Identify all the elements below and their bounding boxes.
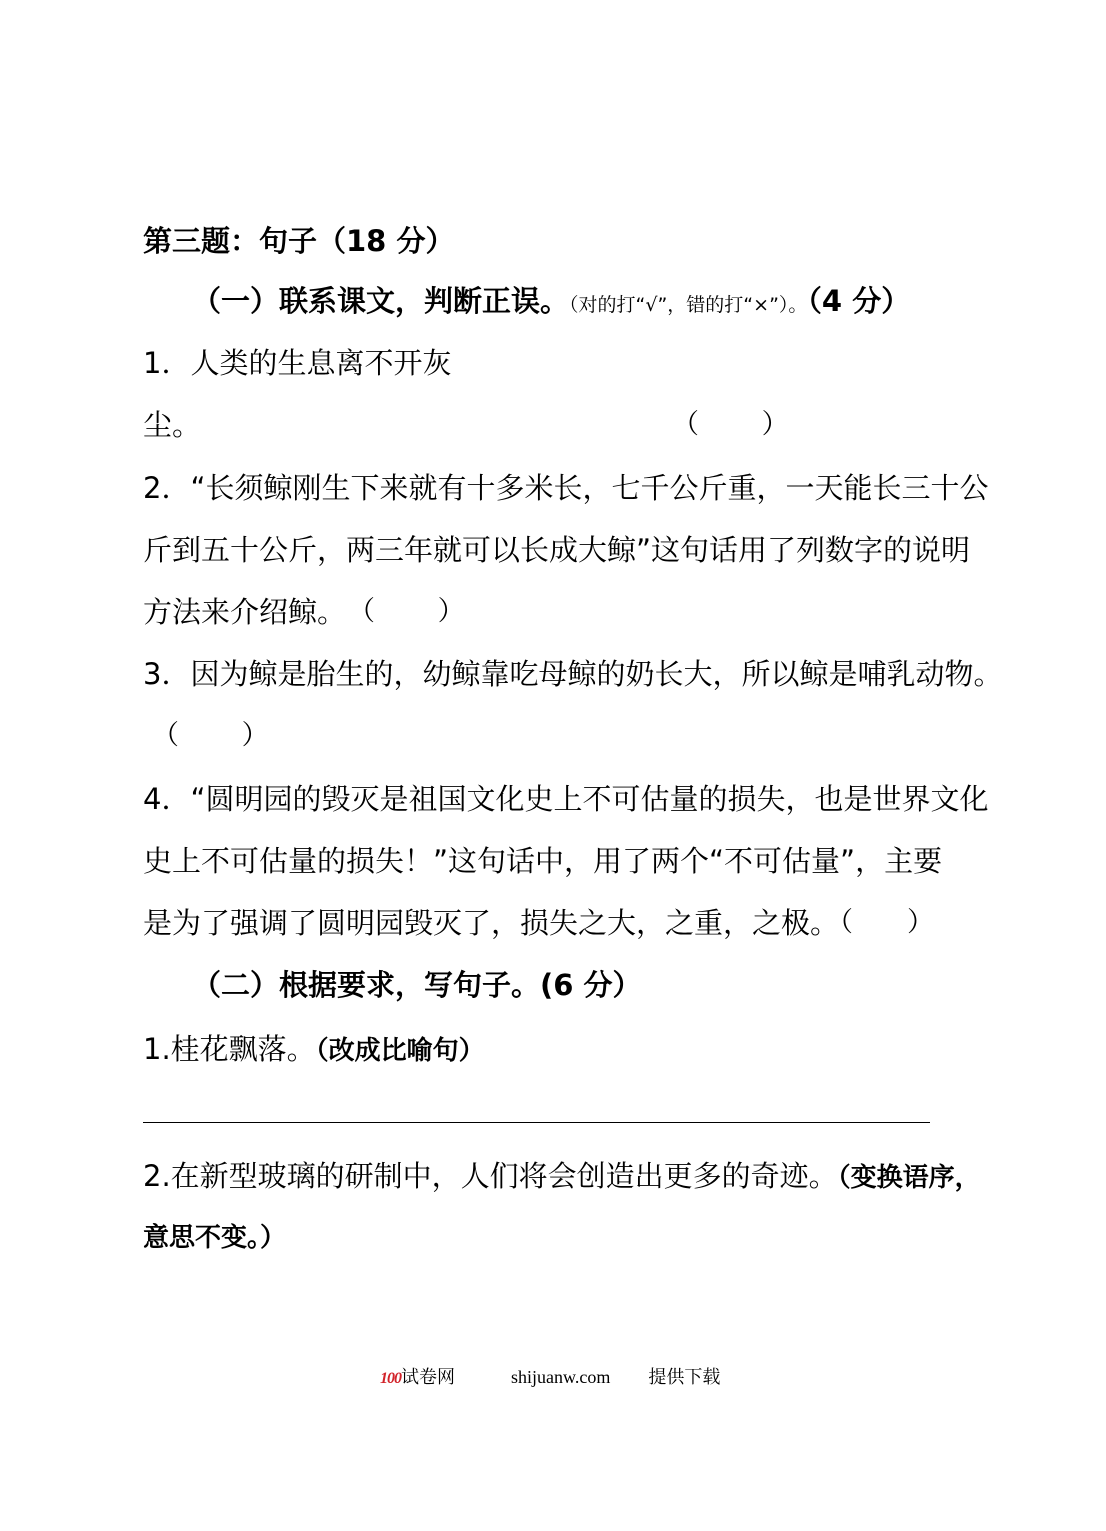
section-title: 第三题：句子（18 分） bbox=[143, 224, 455, 258]
rewrite-question-2-note: （变换语序， bbox=[837, 1163, 981, 1193]
footer bbox=[380, 1364, 720, 1392]
part2-heading: （二）根据要求，写句子。(6 分） bbox=[192, 968, 642, 1002]
part1-heading-row bbox=[192, 283, 910, 323]
site-name: 试卷网 bbox=[401, 1367, 455, 1387]
rewrite-question-2-note-cont: 意思不变。） bbox=[143, 1223, 287, 1253]
answer-blank-3[interactable]: （ ） bbox=[152, 720, 269, 751]
rewrite-question-2 bbox=[143, 1158, 981, 1196]
question-2-line-2: 斤到五十公斤，两三年就可以长成大鲸”这句话用了列数字的说明 bbox=[143, 533, 971, 567]
question-3-line-1: 3．因为鲸是胎生的，幼鲸靠吃母鲸的奶长大，所以鲸是哺乳动物。 bbox=[143, 657, 1003, 691]
question-2-line-1: 2．“长须鲸刚生下来就有十多米长，七千公斤重，一天能长三十公 bbox=[143, 471, 989, 505]
answer-blank-2[interactable]: （ ） bbox=[348, 596, 465, 627]
part1-score: （4 分） bbox=[807, 284, 911, 318]
rewrite-question-1-text: 1.桂花飘落。 bbox=[143, 1032, 316, 1066]
rewrite-question-2-text: 2.在新型玻璃的研制中，人们将会创造出更多的奇迹。 bbox=[143, 1159, 838, 1193]
question-1-line-2: 尘。 bbox=[143, 408, 202, 442]
rewrite-question-1-note: （改成比喻句） bbox=[315, 1036, 485, 1066]
part1-instruction: （对的打“√”，错的打“×”）。 bbox=[569, 294, 808, 316]
rewrite-question-1 bbox=[143, 1031, 485, 1069]
answer-blank-4[interactable]: （ ） bbox=[826, 907, 934, 938]
site-url[interactable]: shijuanw.com bbox=[511, 1367, 611, 1387]
question-4-line-3: 是为了强调了圆明园毁灭了，损失之大，之重，之极。 bbox=[143, 906, 840, 940]
part1-heading: （一）联系课文，判断正误。 bbox=[192, 284, 570, 318]
question-2-line-3: 方法来介绍鲸。 bbox=[143, 595, 347, 629]
footer-tagline: 提供下载 bbox=[648, 1367, 721, 1387]
question-1-line-1: 1．人类的生息离不开灰 bbox=[143, 346, 452, 380]
answer-blank-1[interactable]: （ ） bbox=[672, 409, 789, 440]
site-logo: 100 bbox=[380, 1370, 401, 1387]
question-4-line-2: 史上不可估量的损失！”这句话中，用了两个“不可估量”，主要 bbox=[143, 844, 943, 878]
answer-line[interactable] bbox=[143, 1122, 930, 1123]
question-4-line-1: 4．“圆明园的毁灭是祖国文化史上不可估量的损失，也是世界文化 bbox=[143, 782, 989, 816]
